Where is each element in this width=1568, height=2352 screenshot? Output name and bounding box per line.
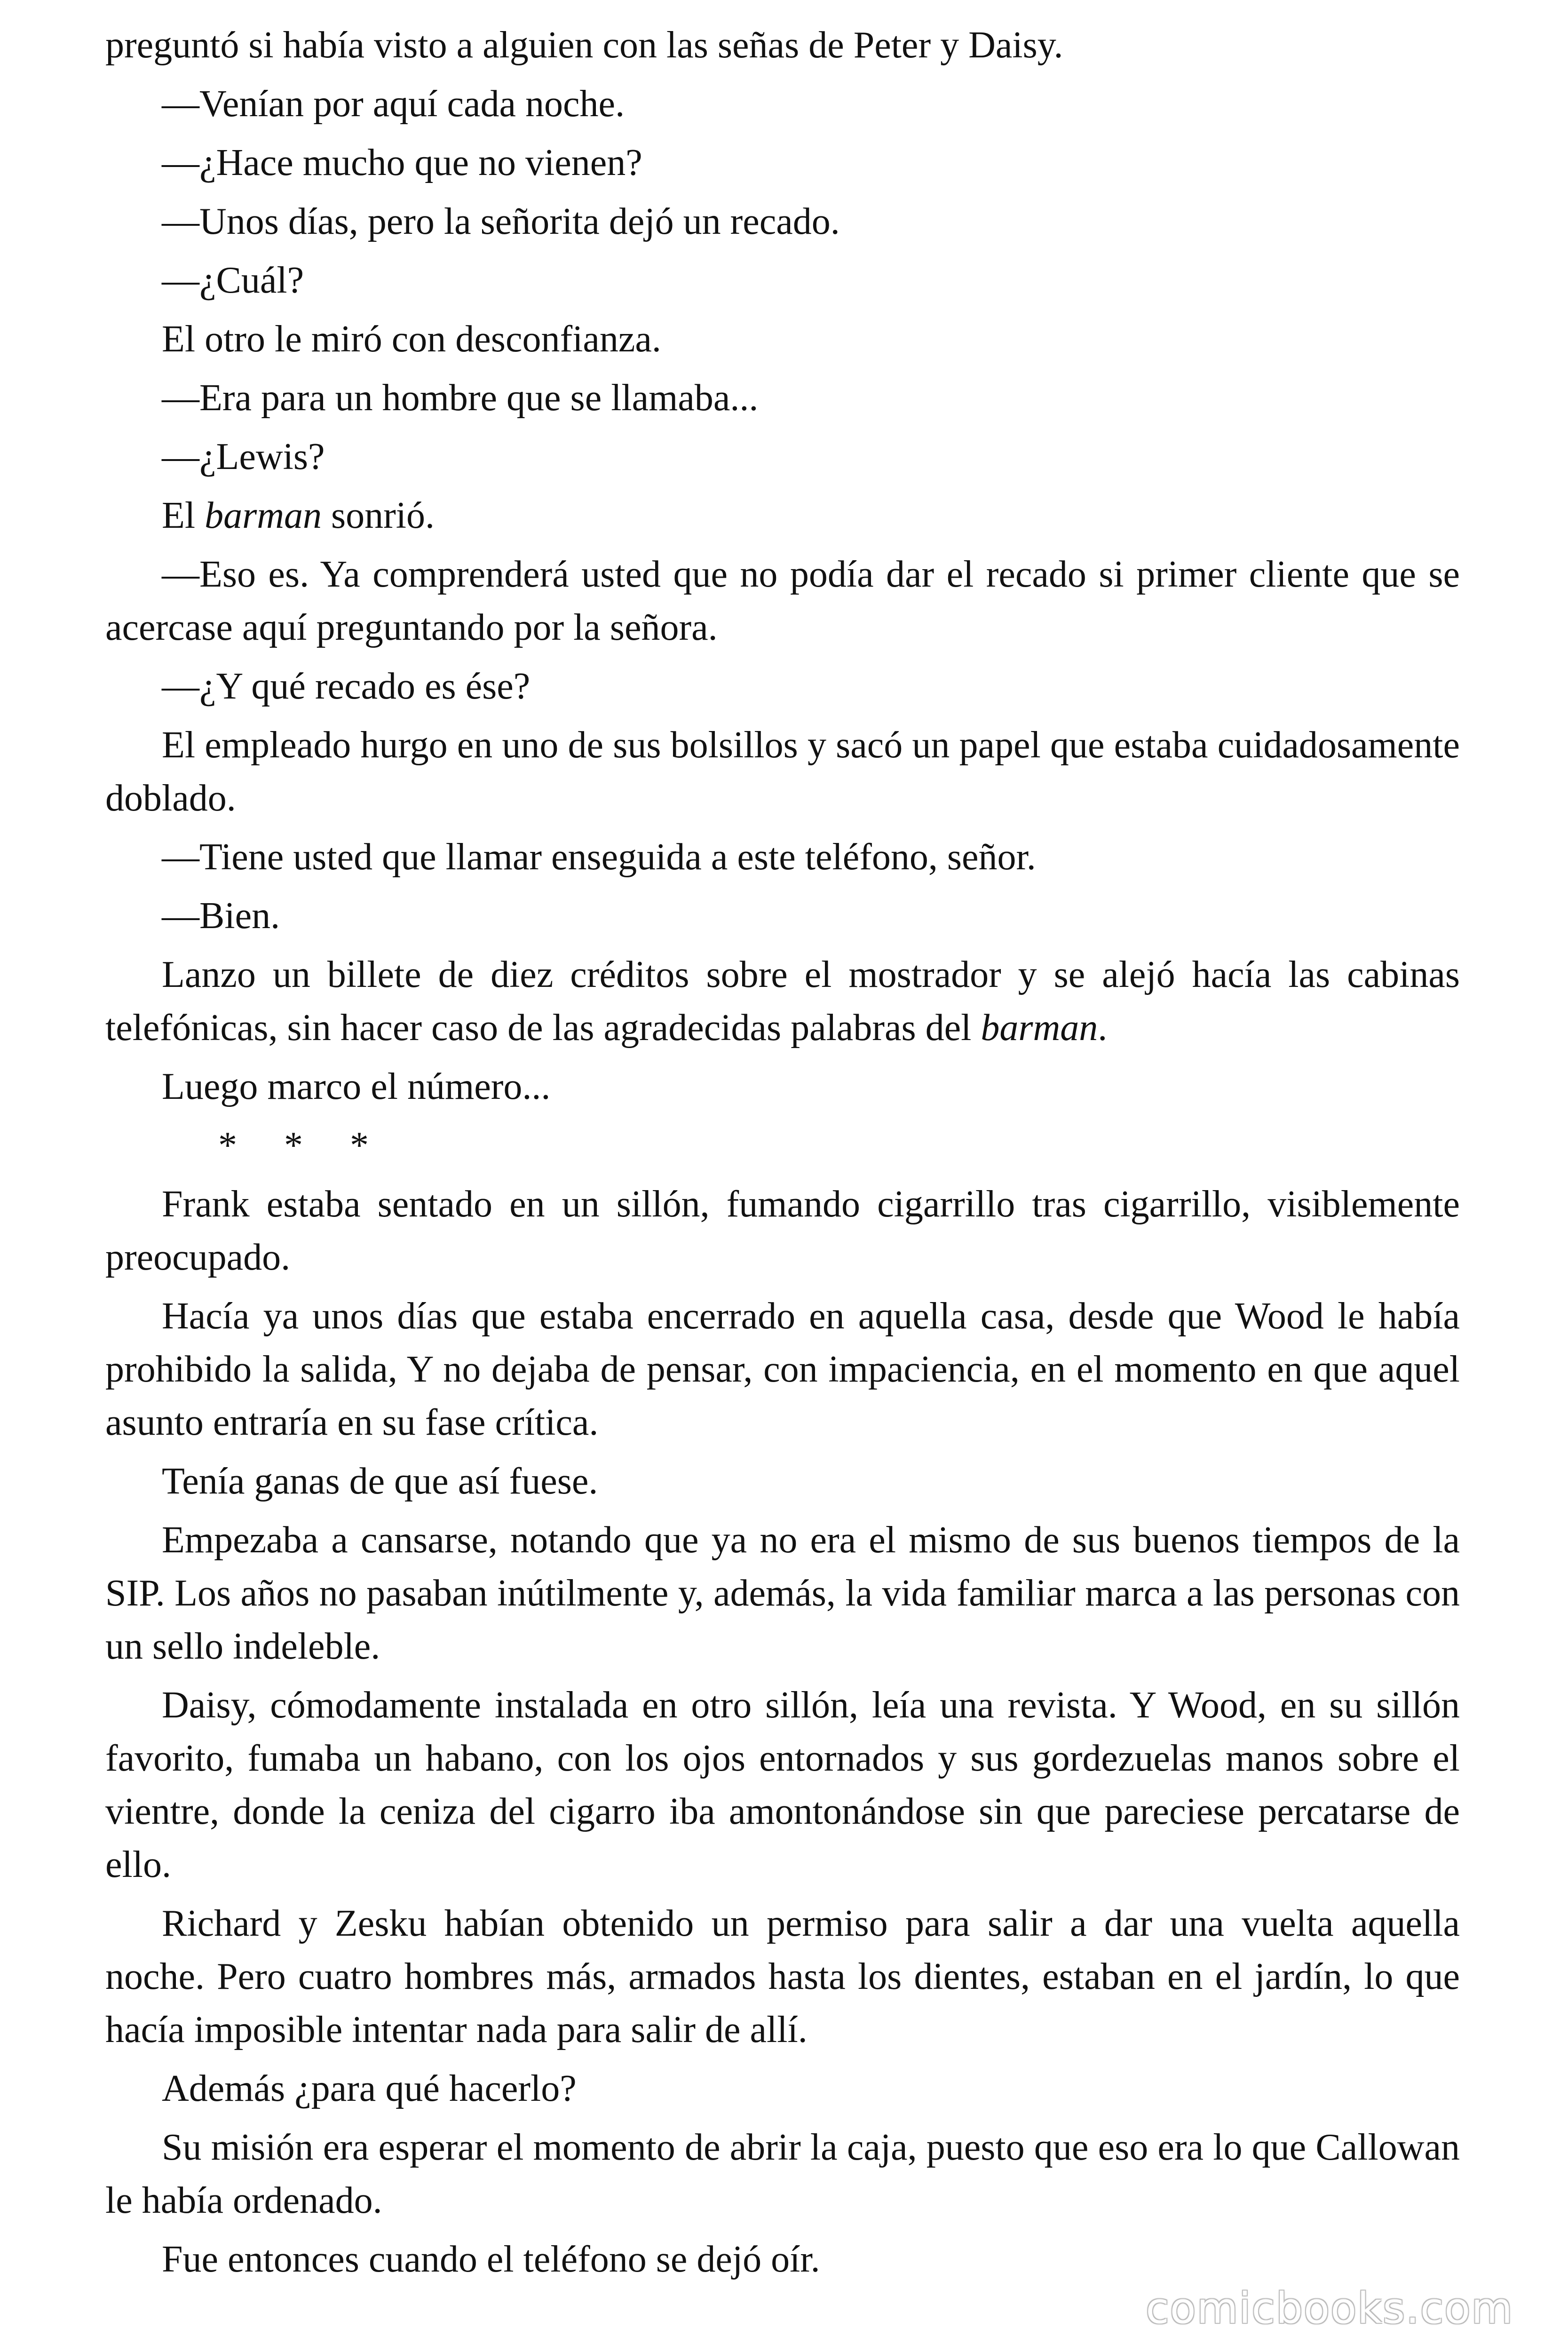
paragraph: Fue entonces cuando el teléfono se dejó oír.	[162, 2239, 820, 2280]
text-run: Lanzo un billete de diez créditos sobre el mostrador y se alejó hacía las cabinas telefónicas, sin hacer caso de las agradecidas palabras del	[105, 954, 1460, 1049]
paragraph: —Venían por aquí cada noche.	[162, 83, 625, 125]
paragraph: —¿Hace mucho que no vienen?	[162, 142, 642, 183]
text-run: sonrió.	[322, 495, 435, 536]
paragraph: Su misión era esperar el momento de abrir la caja, puesto que eso era lo que Callowan le había ordenado.	[105, 2127, 1460, 2221]
paragraph: —Era para un hombre que se llamaba...	[162, 377, 759, 419]
scene-break-star: *	[350, 1125, 369, 1166]
paragraph: —Eso es. Ya comprenderá usted que no podía dar el recado si primer cliente que se acercase aquí preguntando por la señora.	[105, 554, 1460, 648]
paragraph: —Bien.	[162, 895, 280, 937]
scene-break-star: *	[218, 1125, 237, 1166]
paragraph: El otro le miró con desconfianza.	[162, 318, 661, 360]
text-run: El	[162, 495, 205, 536]
paragraph	[105, 948, 1460, 1055]
paragraph: Frank estaba sentado en un sillón, fumando cigarrillo tras cigarrillo, visiblemente preocupado.	[105, 1184, 1460, 1278]
scene-break-star: *	[284, 1125, 303, 1166]
text-run: .	[1098, 1007, 1108, 1049]
paragraph: —¿Y qué recado es ése?	[162, 666, 531, 707]
italic-word: barman	[205, 495, 322, 536]
watermark: comicbooks.com	[1146, 2284, 1513, 2333]
scene-break	[105, 1119, 1460, 1172]
paragraph: —¿Cuál?	[162, 260, 304, 301]
paragraph: Hacía ya unos días que estaba encerrado en aquella casa, desde que Wood le había prohibido la salida, Y no dejaba de pensar, con impaciencia, en el momento en que aquel asunto entraría en su fase crítica.	[105, 1295, 1460, 1443]
italic-word: barman	[981, 1007, 1098, 1049]
paragraph: Richard y Zesku habían obtenido un permiso para salir a dar una vuelta aquella noche. Pero cuatro hombres más, armados hasta los dientes, estaban en el jardín, lo que hacía imposible intentar nada para salir de allí.	[105, 1903, 1460, 2050]
paragraph: El empleado hurgo en uno de sus bolsillos y sacó un papel que estaba cuidadosamente doblado.	[105, 724, 1460, 819]
paragraph: Tenía ganas de que así fuese.	[162, 1461, 598, 1502]
paragraph: —Tiene usted que llamar enseguida a este teléfono, señor.	[162, 836, 1036, 878]
paragraph: Daisy, cómodamente instalada en otro sillón, leía una revista. Y Wood, en su sillón favorito, fumaba un habano, con los ojos entornados y sus gordezuelas manos sobre el vientre, donde la ceniza del cigarro iba amontonándose sin que pareciese percatarse de ello.	[105, 1685, 1460, 1885]
page-body	[105, 19, 1460, 2292]
paragraph: Además ¿para qué hacerlo?	[162, 2068, 577, 2109]
paragraph: Empezaba a cansarse, notando que ya no era el mismo de sus buenos tiempos de la SIP. Los años no pasaban inútilmente y, además, la vida familiar marca a las personas con un sello indeleble.	[105, 1519, 1460, 1667]
paragraph	[105, 489, 1460, 542]
paragraph: preguntó si había visto a alguien con las señas de Peter y Daisy.	[105, 24, 1063, 66]
paragraph: —Unos días, pero la señorita dejó un recado.	[162, 201, 840, 242]
paragraph: Luego marco el número...	[162, 1066, 551, 1107]
paragraph: —¿Lewis?	[162, 436, 325, 477]
